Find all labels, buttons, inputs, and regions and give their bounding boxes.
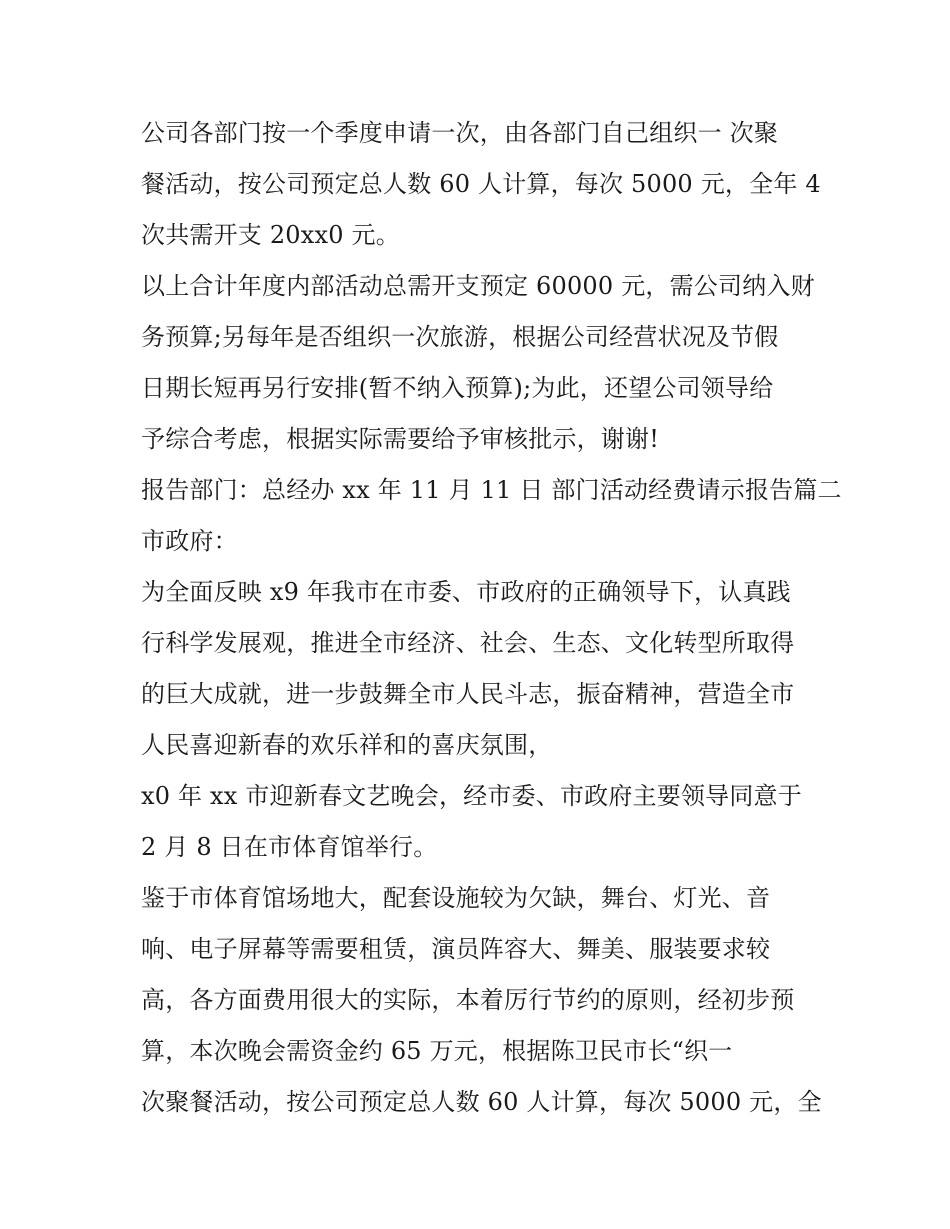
- text-line: 响、电子屏幕等需要租赁，演员阵容大、舞美、服装要求较: [141, 935, 771, 963]
- text-line: 次共需开支 20xx0 元。: [141, 221, 400, 249]
- text-line: 公司各部门按一个季度申请一次，由各部门自己组织一 次聚: [141, 119, 779, 147]
- text-line: 鉴于市体育馆场地大，配套设施较为欠缺，舞台、灯光、音: [141, 884, 771, 912]
- text-line: 次聚餐活动，按公司预定总人数 60 人计算，每次 5000 元，全: [141, 1088, 822, 1116]
- text-line: 高，各方面费用很大的实际，本着厉行节约的原则，经初步预: [141, 986, 795, 1014]
- text-line: 2 月 8 日在市体育馆举行。: [141, 833, 438, 861]
- text-line: 行科学发展观，推进全市经济、社会、生态、文化转型所取得: [141, 629, 795, 657]
- text-line: 算，本次晚会需资金约 65 万元，根据陈卫民市长“织一: [141, 1037, 733, 1065]
- text-line: 市政府：: [141, 527, 238, 555]
- document-body: [141, 108, 842, 1128]
- text-line: 人民喜迎新春的欢乐祥和的喜庆氛围，: [141, 731, 553, 759]
- text-line: 以上合计年度内部活动总需开支预定 60000 元，需公司纳入财: [141, 272, 815, 300]
- text-line: 日期长短再另行安排(暂不纳入预算);为此，还望公司领导给: [141, 374, 774, 402]
- text-line: 餐活动，按公司预定总人数 60 人计算，每次 5000 元，全年 4: [141, 170, 821, 198]
- text-line: x0 年 xx 市迎新春文艺晚会，经市委、市政府主要领导同意于: [141, 782, 802, 810]
- text-line: 报告部门：总经办 xx 年 11 月 11 日 部门活动经费请示报告篇二: [141, 476, 842, 504]
- text-line: 的巨大成就，进一步鼓舞全市人民斗志，振奋精神，营造全市: [141, 680, 795, 708]
- text-line: 务预算;另每年是否组织一次旅游，根据公司经营状况及节假: [141, 323, 779, 351]
- text-line: 为全面反映 x9 年我市在市委、市政府的正确领导下，认真践: [141, 578, 791, 606]
- text-line: 予综合考虑，根据实际需要给予审核批示，谢谢!: [141, 425, 660, 453]
